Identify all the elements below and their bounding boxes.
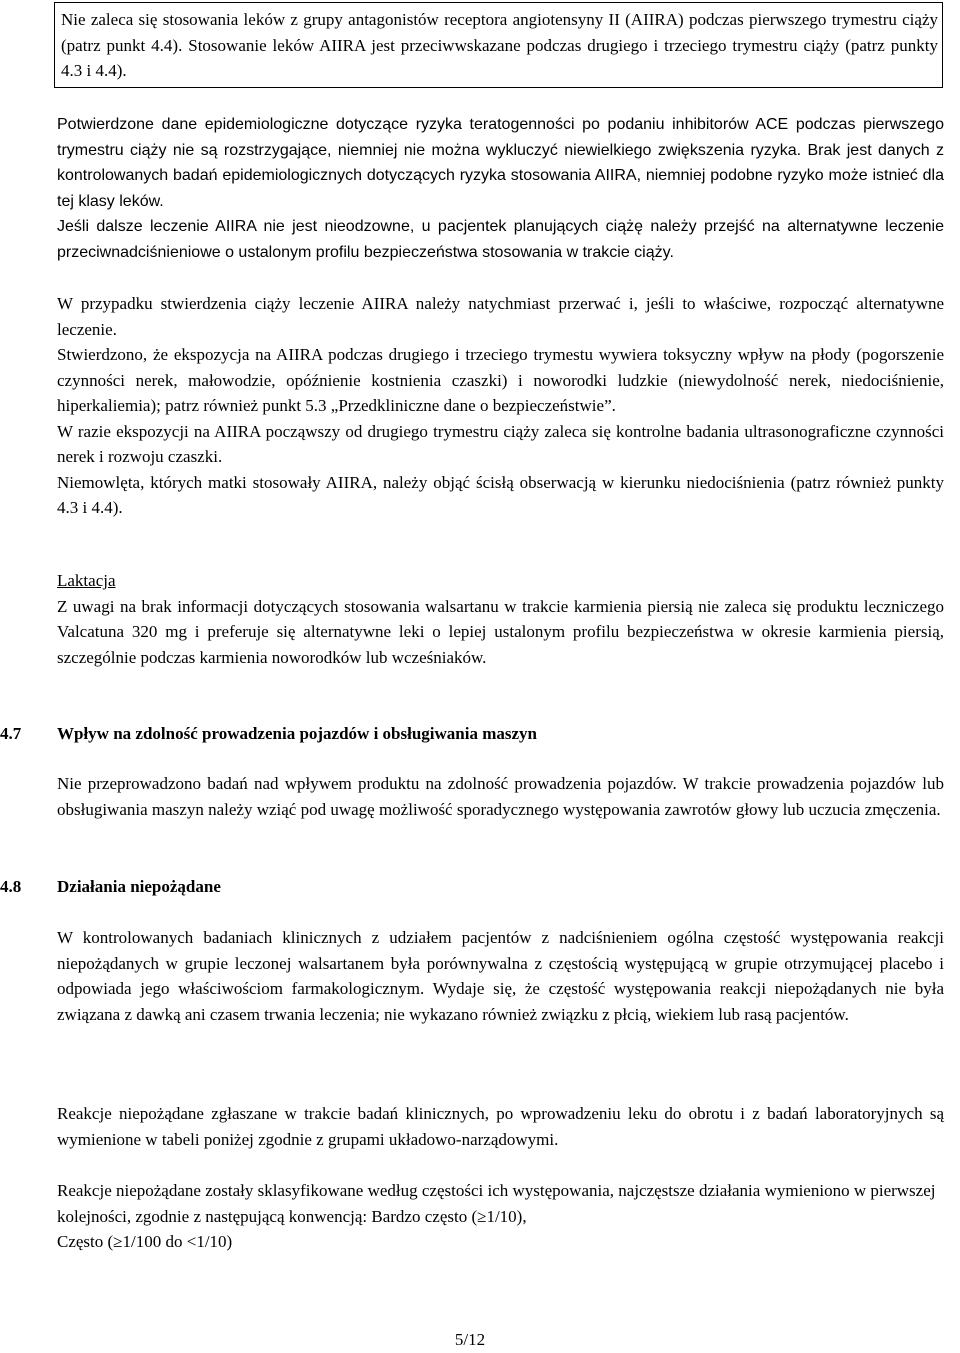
section-4-8-text: W kontrolowanych badaniach klinicznych z udziałem pacjentów z nadciśnieniem ogólna częstość występowania reakcji niepożądanych w grupie leczonej walsartanem była porównywalna z częstością występującą w grupie otrzymującej placebo i odpowiada jego właściwościom farmakologicznym. Wydaje się, że częstość występowania reakcji niepożądanych nie była związana z dawką ani czasem trwania leczenia; nie wykazano również związku z płcią, wiekiem lub rasą pacjentów. <box>57 928 944 1024</box>
pregnancy-paragraph: Potwierdzone dane epidemiologiczne dotyczące ryzyka teratogenności po podaniu inhibitorów ACE podczas pierwszego trymestru ciąży nie są rozstrzygające, niemniej nie można wykluczyć niewielkiego zwiększenia ryzyka. Brak jest danych z kontrolowanych badań epidemiologicznych dotyczących ryzyka stosowania AIIRA, niemniej podobne ryzyko może istnieć dla tej klasy leków. <box>57 116 944 210</box>
pregnancy-warning-box <box>54 2 943 88</box>
lactation-text: Z uwagi na brak informacji dotyczących stosowania walsartanu w trakcie karmienia piersią nie zaleca się produktu leczniczego Valcatuna 320 mg i preferuje się alternatywne leki o lepiej ustalonym profilu bezpieczeństwa w okresie karmienia piersią, szczególnie podczas karmienia noworodków lub wcześniaków. <box>57 596 944 667</box>
section-4-8-paragraph-1 <box>57 925 944 1027</box>
section-4-8-text: Reakcje niepożądane zostały sklasyfikowane według częstości ich występowania, najczęstsze działania wymieniono w pierwszej kolejności, zgodnie z następującą konwencją: Bardzo często (≥1/10), <box>57 1181 936 1226</box>
lactation-section <box>57 568 944 670</box>
pregnancy-paragraph: W przypadku stwierdzenia ciąży leczenie AIIRA należy natychmiast przerwać i, jeśli to właściwe, rozpocząć alternatywne leczenie. <box>57 294 944 339</box>
section-4-8-text: Reakcje niepożądane zgłaszane w trakcie badań klinicznych, po wprowadzeniu leku do obrotu i z badań laboratoryjnych są wymienione w tabeli poniżej zgodnie z grupami układowo-narządowymi. <box>57 1104 944 1149</box>
section-title-4-7: Wpływ na zdolność prowadzenia pojazdów i obsługiwania maszyn <box>57 724 538 743</box>
section-number-4-7: 4.7 <box>0 724 22 743</box>
pregnancy-section <box>57 112 944 265</box>
pregnancy-paragraph: W razie ekspozycji na AIIRA począwszy od drugiego trymestru ciąży zaleca się kontrolne badania ultrasonograficzne czynności nerek i rozwoju czaszki. <box>57 421 944 466</box>
section-4-7-body <box>57 771 944 822</box>
section-number-4-8: 4.8 <box>0 877 22 896</box>
section-title-4-8: Działania niepożądane <box>57 877 221 896</box>
page-number: 5/12 <box>454 1330 486 1349</box>
section-4-7-text: Nie przeprowadzono badań nad wpływem produktu na zdolność prowadzenia pojazdów. W trakcie prowadzenia pojazdów lub obsługiwania maszyn należy wziąć pod uwagę możliwość sporadycznego występowania zawrotów głowy lub uczucia zmęczenia. <box>57 774 944 819</box>
pregnancy-warning-text: Nie zaleca się stosowania leków z grupy antagonistów receptora angiotensyny II (AIIRA) podczas pierwszego trymestru ciąży (patrz punkt 4.4). Stosowanie leków AIIRA jest przeciwwskazane podczas drugiego i trzeciego trymestru ciąży (patrz punkty 4.3 i 4.4). <box>61 10 938 80</box>
pregnancy-section-continued <box>57 291 944 521</box>
pregnancy-paragraph: Stwierdzono, że ekspozycja na AIIRA podczas drugiego i trzeciego trymestu wywiera toksyczny wpływ na płody (pogorszenie czynności nerek, małowodzie, opóźnienie kostnienia czaszki) i noworodki ludzkie (niewydolność nerek, niedociśnienie, hiperkaliemia); patrz również punkt 5.3 „Przedkliniczne dane o bezpieczeństwie”. <box>57 345 944 415</box>
section-4-8-text: Często (≥1/100 do <1/10) <box>57 1232 233 1251</box>
pregnancy-paragraph: Niemowlęta, których matki stosowały AIIRA, należy objąć ścisłą obserwacją w kierunku niedociśnienia (patrz również punkty 4.3 i 4.4). <box>57 472 944 517</box>
pregnancy-paragraph: Jeśli dalsze leczenie AIIRA nie jest nieodzowne, u pacjentek planujących ciążę należy przejść na alternatywne leczenie przeciwnadciśnieniowe o ustalonym profilu bezpieczeństwa stosowania w trakcie ciąży. <box>57 218 944 261</box>
lactation-heading: Laktacja <box>57 571 116 590</box>
section-4-8-paragraph-3 <box>57 1178 944 1255</box>
section-4-8-paragraph-2 <box>57 1101 944 1152</box>
